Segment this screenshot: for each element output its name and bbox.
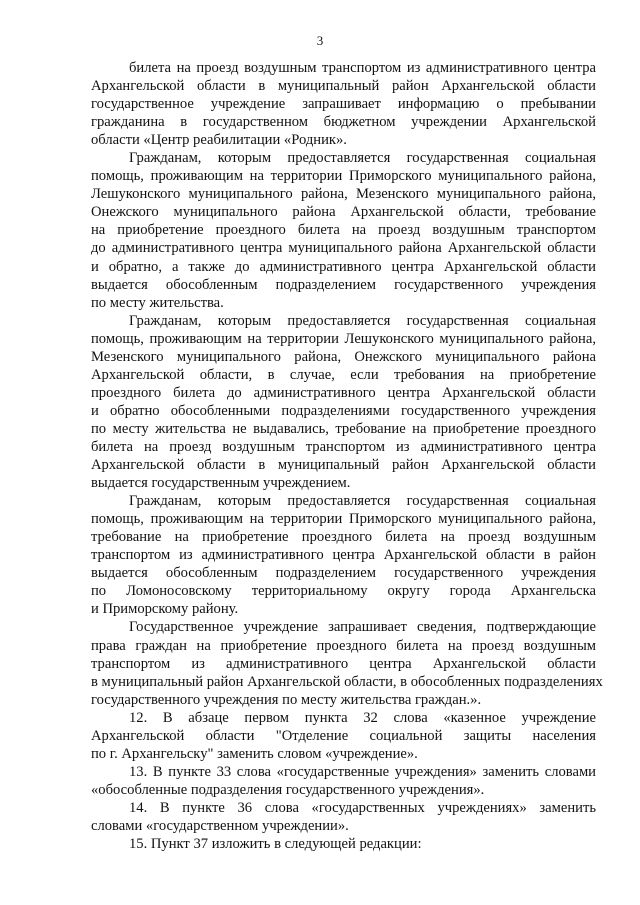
text-line: области «Центр реабилитации «Родник». <box>91 132 347 149</box>
text-line: словами «государственном учреждении». <box>91 817 349 834</box>
paragraph <box>91 799 596 835</box>
text-line: и Приморскому району. <box>91 601 239 618</box>
text-line: Гражданам, которым предоставляется государственная социальная <box>129 150 596 167</box>
text-line: требование на приобретение проездного билета на проезд воздушным <box>91 529 596 546</box>
text-line: транспортом из административного центра Архангельской области в район <box>91 547 596 564</box>
text-line: транспортом из административного центра Архангельской области <box>91 655 596 672</box>
text-line: по месту жительства не выдавались, требование на приобретение проездного <box>91 420 596 437</box>
text-line: 14. В пункте 36 слова «государственных учреждениях» заменить <box>129 799 596 816</box>
text-line: «обособленные подразделения государственного учреждения». <box>91 781 485 798</box>
text-line: Архангельской области, в случае, если требования на приобретение <box>91 366 596 383</box>
text-line: Мезенского муниципального района, Онежского муниципального района <box>91 348 596 365</box>
paragraph <box>91 709 596 763</box>
text-line: выдается государственным учреждением. <box>91 475 351 492</box>
text-line: до административного центра муниципального района Архангельской области <box>91 240 596 257</box>
text-line: Гражданам, которым предоставляется государственная социальная <box>129 312 596 329</box>
document-body <box>91 59 603 853</box>
text-line: Гражданам, которым предоставляется государственная социальная <box>129 493 596 510</box>
text-line: Государственное учреждение запрашивает сведения, подтверждающие <box>129 619 596 636</box>
page-number: 3 <box>316 33 324 48</box>
paragraph <box>91 763 596 799</box>
paragraph <box>91 149 596 311</box>
text-line: помощь, проживающим на территории Лешуконского муниципального района, <box>91 330 596 347</box>
text-line: гражданина в государственном бюджетном учреждении Архангельской <box>91 114 596 131</box>
text-line: проездного билета до административного центра Архангельской области <box>91 384 596 401</box>
text-line: выдается обособленным подразделением государственного учреждения <box>91 565 596 582</box>
text-line: билета на проезд воздушным транспортом из административного центра <box>91 438 596 455</box>
text-line: 15. Пункт 37 изложить в следующей редакции: <box>129 836 422 853</box>
paragraph <box>91 492 596 618</box>
text-line: 12. В абзаце первом пункта 32 слова «казенное учреждение <box>129 709 596 726</box>
text-line: билета на проезд воздушным транспортом из административного центра <box>129 60 596 76</box>
text-line: права граждан на приобретение проездного билета на проезд воздушным <box>91 637 596 654</box>
text-line: помощь, проживающим на территории Приморского муниципального района, <box>91 168 596 185</box>
text-line: 13. В пункте 33 слова «государственные учреждения» заменить словами <box>129 763 596 780</box>
paragraph <box>91 59 596 149</box>
text-line: государственное учреждение запрашивает информацию о пребывании <box>91 96 596 113</box>
text-line: помощь, проживающим на территории Приморского муниципального района, <box>91 511 596 528</box>
text-line: выдается обособленным подразделением государственного учреждения <box>91 276 596 293</box>
text-line: Архангельской области в муниципальный район Архангельской области <box>91 78 596 95</box>
paragraph <box>91 618 603 708</box>
text-line: и обратно, а также до административного центра Архангельской области <box>91 258 596 275</box>
text-line: и обратно обособленными подразделениями государственного учреждения <box>91 402 596 419</box>
paragraph <box>91 312 596 492</box>
text-line: в муниципальный район Архангельской области, в обособленных подразделениях <box>91 673 603 690</box>
text-line: Архангельской области в муниципальный район Архангельской области <box>91 457 596 474</box>
text-line: Онежского муниципального района Архангельской области, требование <box>91 204 596 221</box>
text-line: Лешуконского муниципального района, Мезенского муниципального района, <box>91 186 596 203</box>
text-line: по Ломоносовскому территориальному округу города Архангельска <box>91 583 596 600</box>
text-line: на приобретение проездного билета на проезд воздушным транспортом <box>91 222 596 239</box>
text-line: по г. Архангельску" заменить словом «учреждение». <box>91 745 418 762</box>
text-line: Архангельской области "Отделение социальной защиты населения <box>91 727 596 744</box>
text-line: государственного учреждения по месту жительства граждан.». <box>91 691 482 708</box>
text-line: по месту жительства. <box>91 294 224 311</box>
paragraph <box>91 835 596 853</box>
